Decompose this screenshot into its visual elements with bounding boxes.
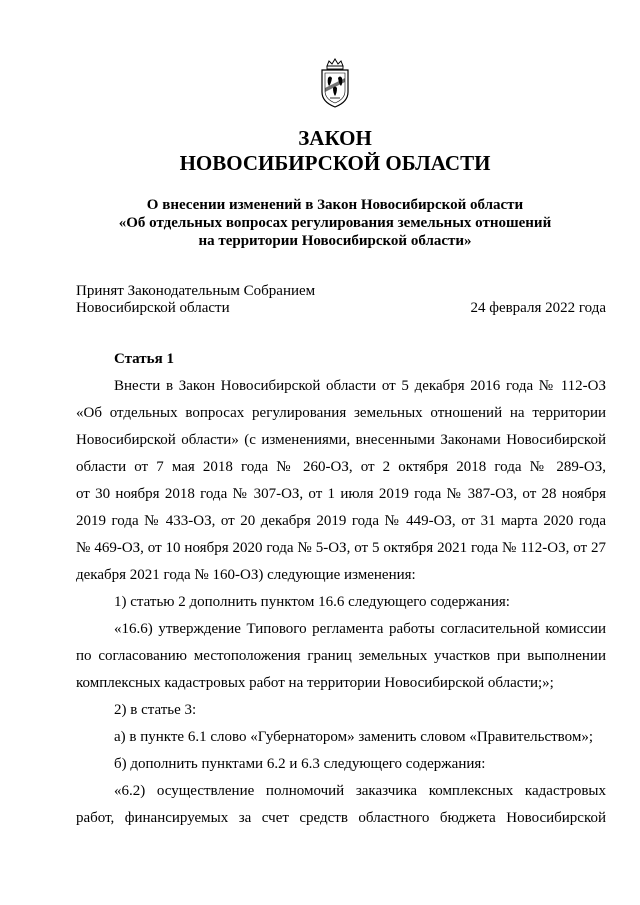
body-line: б) дополнить пунктами 6.2 и 6.3 следующего содержания: [114, 756, 486, 772]
adoption-date: 24 февраля 2022 года [470, 300, 606, 316]
document-title-line1: ЗАКОН [298, 126, 372, 150]
body-line: Новосибирской области» (с изменениями, внесенными Законами Новосибирской [76, 432, 606, 448]
body-line: 1) статью 2 дополнить пунктом 16.6 следующего содержания: [114, 594, 510, 610]
body-line: № 469-ОЗ, от 10 ноября 2020 года № 5-ОЗ, от 5 октября 2021 года № 112-ОЗ, от 27 [76, 540, 606, 556]
body-line: «16.6) утверждение Типового регламента работы согласительной комиссии [114, 621, 606, 637]
body-line: «6.2) осуществление полномочий заказчика комплексных кадастровых [114, 783, 606, 799]
adoption-line: Принят Законодательным Собранием [76, 283, 316, 299]
body-line: области от 7 мая 2018 года № 260-ОЗ, от 2 октября 2018 года № 289-ОЗ, [76, 459, 606, 475]
adoption-line: Новосибирской области [76, 300, 230, 316]
body-line: от 30 ноября 2018 года № 307-ОЗ, от 1 июля 2019 года № 387-ОЗ, от 28 ноября [76, 486, 606, 502]
body-line: Внести в Закон Новосибирской области от 5 декабря 2016 года № 112-ОЗ [114, 378, 606, 394]
coat-of-arms-icon [318, 58, 352, 110]
article-heading: Статья 1 [114, 351, 174, 367]
document-subtitle-line: «Об отдельных вопросах регулирования земельных отношений [118, 215, 552, 231]
body-line: декабря 2021 года № 160-ОЗ) следующие изменения: [76, 567, 416, 583]
body-line: 2) в статье 3: [114, 702, 197, 718]
body-line: по согласованию местоположения границ земельных участков при выполнении [76, 648, 606, 664]
body-line: комплексных кадастровых работ на территории Новосибирской области;»; [76, 675, 554, 691]
document-title-line2: НОВОСИБИРСКОЙ ОБЛАСТИ [179, 151, 491, 175]
body-line: а) в пункте 6.1 слово «Губернатором» заменить словом «Правительством»; [114, 729, 594, 745]
body-line: «Об отдельных вопросах регулирования земельных отношений на территории [76, 405, 606, 421]
document-subtitle-line: О внесении изменений в Закон Новосибирской области [146, 197, 524, 213]
body-line: работ, финансируемых за счет средств областного бюджета Новосибирской [76, 810, 606, 826]
document-subtitle-line: на территории Новосибирской области» [198, 233, 472, 249]
body-line: 2019 года № 433-ОЗ, от 20 декабря 2019 года № 449-ОЗ, от 31 марта 2020 года [76, 513, 606, 529]
